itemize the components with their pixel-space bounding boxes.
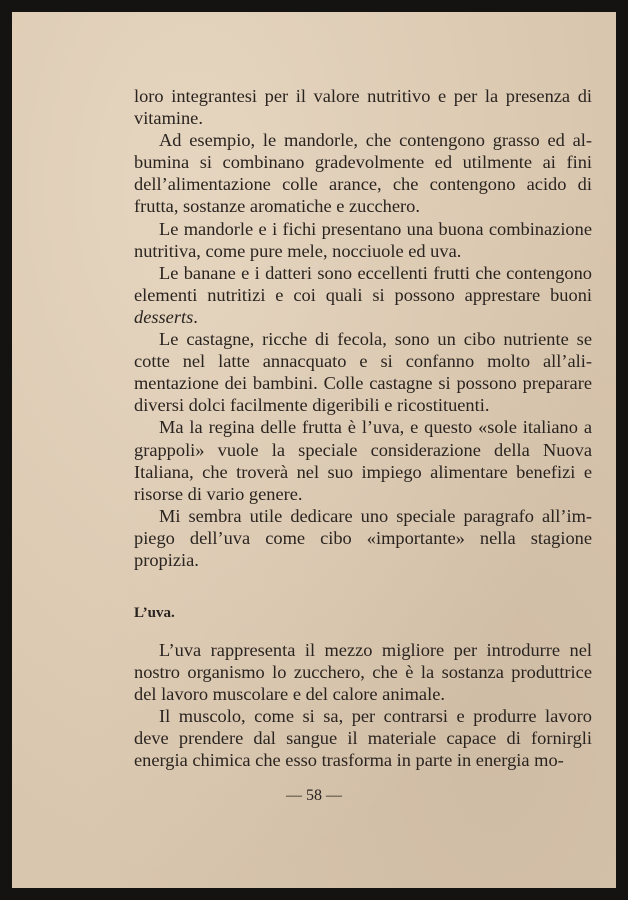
paragraph-muscolo: Il muscolo, come si sa, per contrarsi e produrre lavoro deve prendere dal sangue il materiale capace di fornirgli energia chimica che esso trasforma in parte in energia mo-: [134, 706, 592, 771]
banane-end: .: [193, 306, 198, 327]
section-heading: L’uva.: [134, 605, 175, 621]
paragraph-uva-zucchero: L’uva rappresenta il mezzo migliore per introdurre nel nostro organismo lo zucchero, che è la sostanza produttrice del lavoro muscolare e del calore animale.: [134, 640, 592, 705]
paragraph-vitamine: loro integrantesi per il valore nutritivo e per la presenza di vitamine.: [134, 86, 592, 129]
paragraph-banane: [134, 262, 592, 328]
desserts-italic: desserts: [134, 306, 194, 327]
book-page: [12, 12, 616, 888]
banane-text: Le banane e i datteri sono eccellenti frutti che contengono elementi nutritizi e coi quali si possono apprestare buoni: [134, 262, 592, 305]
paragraph-mandorle-fichi: Le mandorle e i fichi presentano una buona combinazione nutritiva, come pure mele, nocciuole ed uva.: [134, 218, 592, 261]
page-number: — 58 —: [286, 787, 342, 804]
paragraph-castagne: Le castagne, ricche di fecola, sono un cibo nutriente se cotte nel latte annacquato e si confanno molto all’alimentazione dei bambini. Colle castagne si possono preparare diversi dolci facilmente digeribili e ricostituenti.: [134, 329, 592, 416]
body-text: [134, 85, 592, 571]
paragraph-regina-uva: Ma la regina delle frutta è l’uva, e questo «sole italiano a grappoli» vuole la speciale considerazione della Nuova Italiana, che troverà nel suo impiego alimentare benefizi e risorse di vario genere.: [134, 417, 592, 504]
section-body: [134, 639, 592, 772]
paragraph-paragrafo-uva: Mi sembra utile dedicare uno speciale paragrafo all’impiego dell’uva come cibo «importante» nella stagione propizia.: [134, 505, 592, 570]
paragraph-mandorle-arance: Ad esempio, le mandorle, che contengono grasso ed albumina si combinano gradevolmente ed utilmente ai fini dell’alimentazione colle arance, che contengono acido di frutta, sostanze aromatiche e zucchero.: [134, 130, 592, 217]
